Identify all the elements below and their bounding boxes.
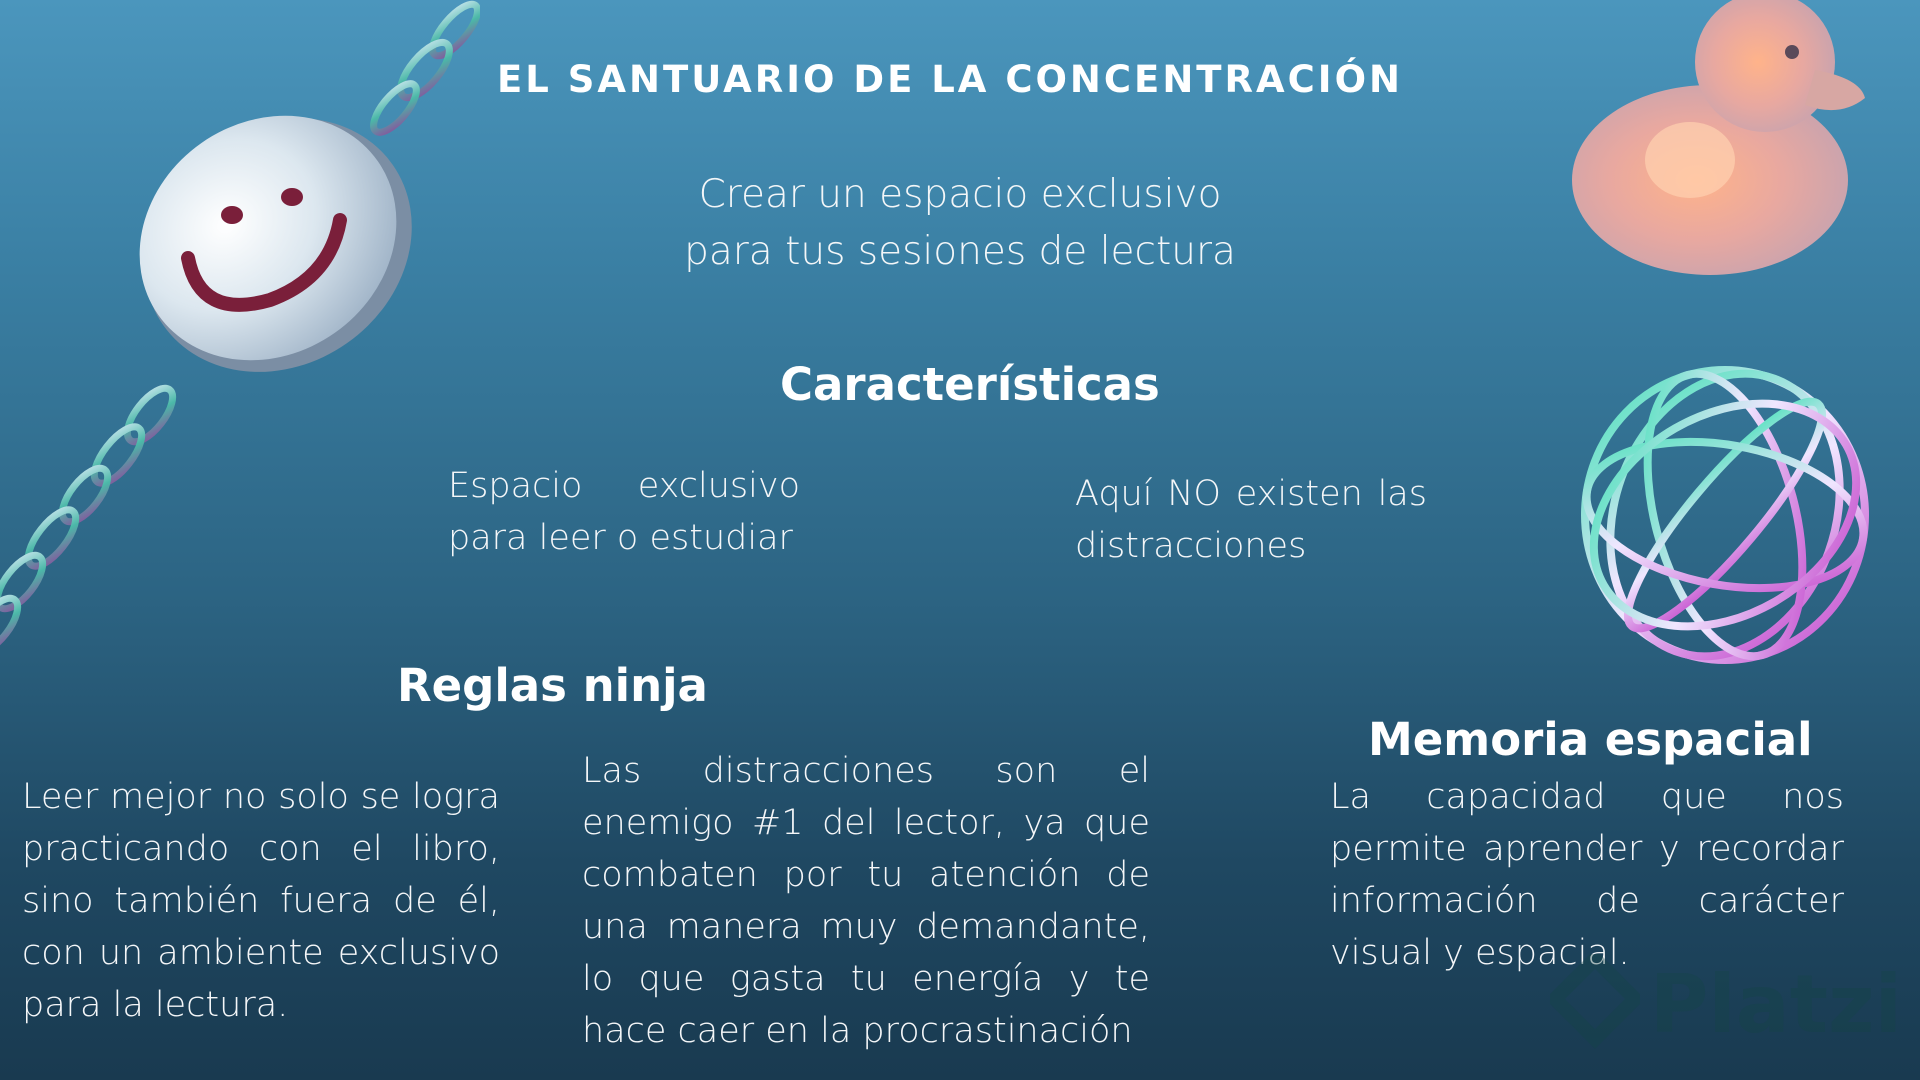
watermark-text: Platzi — [1649, 957, 1902, 1051]
rubber-duck-icon — [1560, 0, 1880, 290]
page-title: EL SANTUARIO DE LA CONCENTRACIÓN — [497, 58, 1403, 101]
rules-left-paragraph: Leer mejor no solo se logra practicando con el libro, sino también fuera de él, con un ambiente exclusivo para la lectura. — [22, 777, 500, 1025]
platzi-watermark — [1550, 954, 1902, 1054]
memory-paragraph: La capacidad que nos permite aprender y recordar información de carácter visual y espacial. — [1330, 777, 1844, 973]
platzi-logo-icon — [1550, 954, 1640, 1054]
feature-item-1-line-2: para leer o estudiar — [448, 518, 793, 558]
feature-item-1-line-1: Espacio exclusivo — [448, 466, 800, 506]
features-heading: Características — [780, 358, 1160, 411]
subtitle-line-1: Crear un espacio exclusivo — [698, 172, 1222, 217]
rules-center-paragraph: Las distracciones son el enemigo #1 del lector, ya que combaten por tu atención de una manera muy demandante, lo que gasta tu energía y te hace caer en la procrastinación — [582, 751, 1150, 1051]
feature-item-2-line-1: Aquí NO existen las — [1075, 474, 1427, 514]
feature-item-2-line-2: distracciones — [1075, 526, 1307, 566]
feature-item-1 — [448, 460, 800, 564]
wire-sphere-icon — [1570, 355, 1880, 675]
subtitle — [560, 166, 1360, 280]
rules-heading: Reglas ninja — [397, 659, 708, 712]
subtitle-line-2: para tus sesiones de lectura — [684, 229, 1236, 274]
memory-heading: Memoria espacial — [1368, 713, 1813, 766]
feature-item-2 — [1075, 468, 1427, 572]
